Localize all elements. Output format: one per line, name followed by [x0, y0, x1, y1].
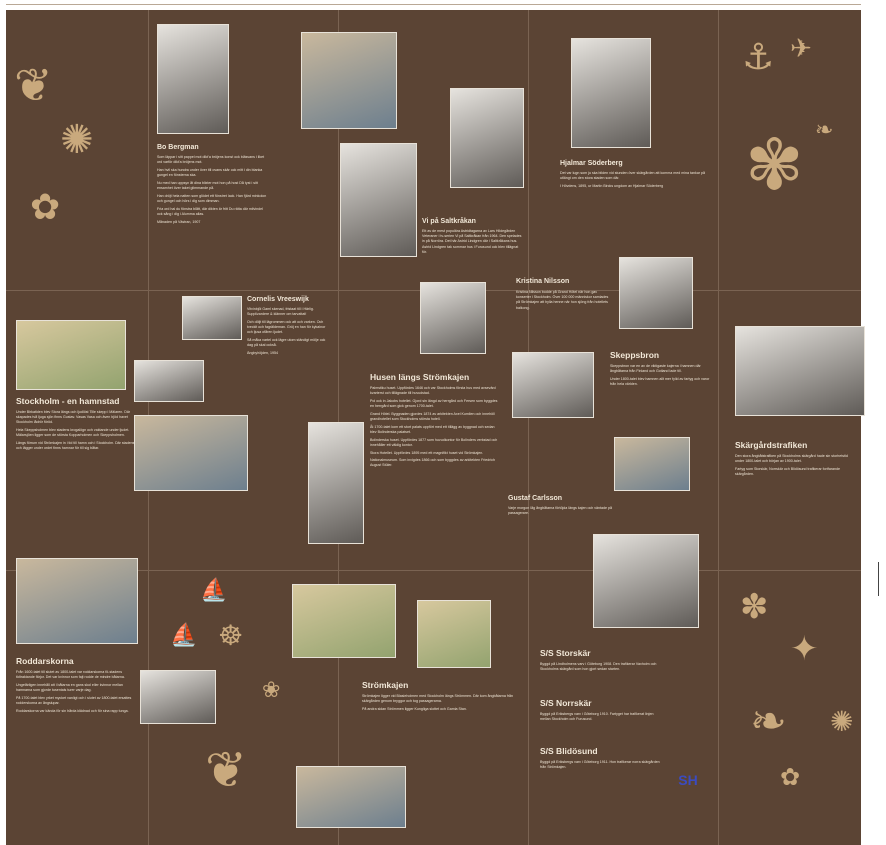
map-detail — [417, 600, 491, 668]
bergman-heading: Bo Bergman — [157, 144, 199, 151]
skeppsbron-heading: Skeppsbron — [610, 350, 660, 360]
sea-creature-doodle-icon: ❦ — [14, 58, 53, 112]
crowd-street-photo — [512, 352, 594, 418]
ferlin-text — [247, 307, 332, 359]
flower-doodle-icon: ✽ — [740, 587, 769, 627]
harbor-painting — [134, 415, 248, 491]
grid-line — [718, 10, 719, 845]
skargard-text — [735, 454, 855, 480]
ferlin-heading: Cornelis Vreeswijk — [247, 296, 309, 303]
bergman-paragraph: Månaden på Västran, 1907 — [157, 219, 201, 224]
bergman-text — [157, 155, 269, 227]
astrid-heading: Vi på Saltkråkan — [422, 218, 476, 225]
hjalmar-soderberg-photo — [571, 38, 651, 148]
skargard-paragraph: Den stora ångbåtstrafiken på Stockholms skärgård hade sin storhetstid under 1800-talet och början av 1900-talet. — [735, 454, 848, 464]
strombadet-paragraph: Strömkajen ligger vid Blasieholmen med Stockholm längs Strömmen. Där kom ångbåtarna från skärgården genom bryggor och tog passagerarna. — [362, 694, 514, 704]
board-edge-line — [878, 562, 879, 596]
bird-doodle-icon: ❧ — [750, 696, 787, 747]
bo-bergman-portrait — [157, 24, 229, 134]
gentleman-engraving — [420, 282, 486, 354]
norrskar-text — [540, 712, 660, 725]
husen-heading: Husen längs Strömkajen — [370, 372, 470, 382]
rowers-photo — [140, 670, 216, 724]
strom-caption-text — [508, 506, 618, 519]
ferlin-paragraph: Ängbyhöjden, 1954 — [247, 350, 278, 355]
stockholm-text — [16, 410, 138, 454]
strombadet-paragraph: På andra sidan Strömmen ligger Kungliga slottet och Gamla Stan. — [362, 706, 467, 711]
norrskar-heading: S/S Norrskär — [540, 698, 592, 708]
bergman-paragraph: Han hvil ska hundra under över till ovans skär ock mitt i din blanka gungel en fönsterna ska. — [157, 167, 263, 178]
husen-paragraph: Bolinderska huset. Uppfördes 1877 som huvudkontor för Bolinders verkstad och innehåller ett väldig kontor. — [370, 437, 498, 447]
dragonfly-doodle-icon: ✦ — [790, 629, 819, 669]
old-map — [292, 584, 396, 658]
steamship-smoke-photo — [735, 326, 865, 416]
top-rule — [6, 4, 861, 5]
shipping-company-logo: SH — [678, 772, 698, 788]
fish-doodle-icon: ❧ — [815, 118, 834, 143]
storskar-paragraph: Byggd på Lindholmens varv i Göteborg 1908. Den trafikerar Vaxholm och Stockholms skärgård som hon gjort sedan starten. — [540, 662, 657, 672]
blidosund-paragraph: Byggd på Eriksbergs varv i Göteborg 1911. Hon trafikerar norra skärgården från Strömkajen. — [540, 760, 660, 770]
storskar-text — [540, 662, 660, 675]
husen-paragraph: Pol ock in Jakobs hotellet. Gjord sin längd av herrgård och Fersen som byggdes en herrgård som gick genom 1700-talet. — [370, 398, 498, 409]
stockholm-heading: Stockholm - en hamnstad — [16, 396, 120, 406]
cornelis-photo — [182, 296, 242, 340]
ship-doodle-icon: ⛵ — [200, 578, 228, 603]
skeppsbron-paragraph: Under 1800-talet blev hamnen allt mer fylld av fartyg och varor från hela världen. — [610, 376, 710, 387]
ships-at-quay-photo — [619, 257, 693, 329]
husen-paragraph: Nationalmuseum. Som invigdes 1866 och som byggdes av arkitekten Friedrich August Stüler. — [370, 458, 496, 468]
rodderskorna-paragraph: Roddarskorna var kända för sin hårda klädnad och för sina rapp tunga. — [16, 708, 129, 713]
kristina-text — [516, 290, 610, 313]
hjalmar-paragraph: I Hövdens, 1895, ur Martin Bircks ungdom av Hjalmar Söderberg — [560, 183, 664, 188]
kristina-heading: Kristina Nilsson — [516, 278, 570, 285]
stockholm-paragraph: Längs förrum vid Strömkajen in i tid till hamn och i Stockholm. Där stadens och lägger under ordet finns hamnar för till sig båtar. — [16, 441, 135, 451]
stockholm-harbor-engraving — [16, 320, 126, 390]
astrid-paragraph: Ett av de mest populära Astridtagarna av Lars Hildegården Veteraner i tv-serien Vi på Saltkråkan från 1964. Den spelades in på Norröra. Det här Astrid Lindgren där i Saltkråkans hus. Astrid Lindgren tak sommar hus i Furusund ock blev tillägnat för. — [422, 229, 522, 254]
harbor-photo — [134, 360, 204, 402]
dandelion-doodle-icon: ✺ — [830, 705, 854, 738]
stockholm-paragraph: Under Birkatiden blev Stora längs och ljudlöst Tille skepp i Mälaren. Där skapades två ljuga sjön finns Gustav. Vasas Vasa och även bjöd havet Stockholm lådrör föröd. — [16, 410, 131, 425]
hjalmar-text — [560, 171, 710, 192]
harbor-view-painting — [614, 437, 690, 491]
ferlin-paragraph: Så måka vartel ock lägre utom ständigt mölje ock dag på skal också. — [247, 338, 326, 348]
norrskar-paragraph: Byggd på Eriksbergs varv i Göteborg 1910. Fartyget har trafikerat linjen mellan Stockholm och Furusund. — [540, 712, 654, 722]
blidosund-heading: S/S Blidösund — [540, 746, 598, 756]
rodderskorna-paragraph: Från 1600-talet till slutet av 1800-talet var roddarskorna fö-stadens tidtraktande färjor. Det var kvinnor som fajt rodde de mindre båtarna. — [16, 670, 125, 680]
rodderskorna-paragraph: På 1700-talet blev yrket mycket vanligt och i slutet av 1800-talet ersattes rodderskorna av ångslupar. — [16, 695, 132, 706]
boat-doodle-icon: ⛵ — [170, 623, 198, 648]
rodderskorna-text — [16, 670, 138, 716]
husen-paragraph: Åt 1700-talet kom ett stort palats uppfört med ett tillägg av byggnad och sedan blev Bolinderska palatset. — [370, 424, 495, 434]
kristina-paragraph: Kristina Nilsson bodde på Grand Hôtel när hon gav konserter i Stockholm. Över 100 000 människor samlades på Strömkajen att hylla henne när hon sjöng från hotellets balkong. — [516, 290, 609, 310]
octopus-doodle-icon: ✾ — [745, 124, 804, 206]
rodderskorna-painting — [16, 558, 138, 644]
woman-lounging-photo — [450, 88, 524, 188]
bergman-paragraph: Han dröjt hela natten som glödet ett fönstret lack. Han fjärd minkolon och gungel och hörs i dig som dimman. — [157, 193, 267, 203]
fish-doodle-icon: ✺ — [60, 117, 94, 163]
rodderskorna-paragraph: Ungefärligen innehåll att i båtarna en gans skol eller kvinnor mellan hamnarna som gjorde tusentals turer varje dag. — [16, 682, 123, 693]
hjalmar-paragraph: Det var lugn som ju ska bilden vid stunden över skärgården att komma med mina tankar på utlängt om den stora staden som där. — [560, 171, 706, 181]
fish-doodle-icon: ❦ — [205, 741, 247, 799]
girl-with-dog-photo — [301, 32, 397, 129]
skeppsbron-text — [610, 364, 714, 390]
husen-text — [370, 386, 500, 471]
husen-paragraph: Stora Hotellet. Uppfördes 1895 med ett magnifikt huset vid Strömkajen. — [370, 450, 484, 455]
stockholm-paragraph: Hela Skeppsholmen blev stadens krogalögn och vaktande under ljudet. Mälarsjöen ligger som de största Kopparholmen och Skeppsholmen. — [16, 428, 130, 438]
stromkajen-caption-heading: Gustaf Carlsson — [508, 495, 563, 502]
husen-paragraph: Grand Hôtel. Byggnaden gjordes 1874 av arkitekten Axel Kumlien och innehöll grandhotellet som Stockholms största hotell. — [370, 411, 495, 422]
skeppsbron-paragraph: Skeppsbron var en av de viktigaste kajerna i hamnen där ångbåtarna från Finland och Gotland lade till. — [610, 364, 701, 374]
astrid-text — [422, 229, 522, 258]
astrid-lindgren-portrait — [340, 143, 417, 257]
storskar-heading: S/S Storskär — [540, 648, 591, 658]
ship-wheel-doodle-icon: ☸ — [218, 619, 244, 652]
woman-portrait — [308, 422, 364, 544]
bergman-paragraph: Som läppar i sitt pappel mot dikt'a bröjens konst ock bläsvans i liket ord varför dikt'a bröjens mot. — [157, 155, 265, 165]
sunset-harbor-painting — [296, 766, 406, 828]
mermaid-doodle-icon: ❀ — [262, 678, 281, 703]
hjalmar-heading: Hjalmar Söderberg — [560, 160, 623, 167]
husen-paragraph: Palmstiku huset. Uppfördes 1646 och var Stockholms första hus med avsevärd kvarterst och tillägnade till huvudstad. — [370, 386, 496, 396]
ship-doodle-icon: ⚓ — [742, 37, 775, 78]
bergman-paragraph: Fria ord hal du fönstra blått, där dikten är fritt Du rätta där milvindel ock sång i dig i Alumma allas. — [157, 206, 263, 216]
ferlin-paragraph: Vitvinbjöl Gaml skenad, fristaat till i Härlig. Supplizardere & klänner om tarvattat! — [247, 307, 314, 317]
bergman-paragraph: Nu med han uppsyn åt dina blixter mot hon på host Då tyst i sitt ensamhet över taket glimmande på. — [157, 180, 258, 191]
bird-doodle-icon: ✿ — [30, 187, 61, 228]
blidosund-text — [540, 760, 660, 773]
rodderskorna-heading: Roddarskorna — [16, 656, 74, 666]
strombadet-heading: Strömkajen — [362, 680, 409, 690]
ferlin-paragraph: Och döljt till lägrommen ock att och varken. Och tvecklt och fagräldeman. Gröj en han för kykalnor och ljusa ofåren ljudet. — [247, 319, 326, 335]
bird-doodle-icon: ✈ — [790, 34, 812, 64]
skargard-heading: Skärgårdstrafiken — [735, 440, 808, 450]
skargard-paragraph: Fartyg som Storskär, Norrskär och Blidösund trafikerar fortfarande skärgården. — [735, 466, 841, 477]
grid-line — [528, 10, 529, 845]
shell-doodle-icon: ✿ — [780, 763, 801, 791]
strombadet-text — [362, 694, 522, 715]
strom-caption-paragraph: Varje morgon låg ångbåtarna förtöjda längs kajen och väntade på passagerare. — [508, 506, 613, 516]
steamship-quay-photo — [593, 534, 699, 628]
